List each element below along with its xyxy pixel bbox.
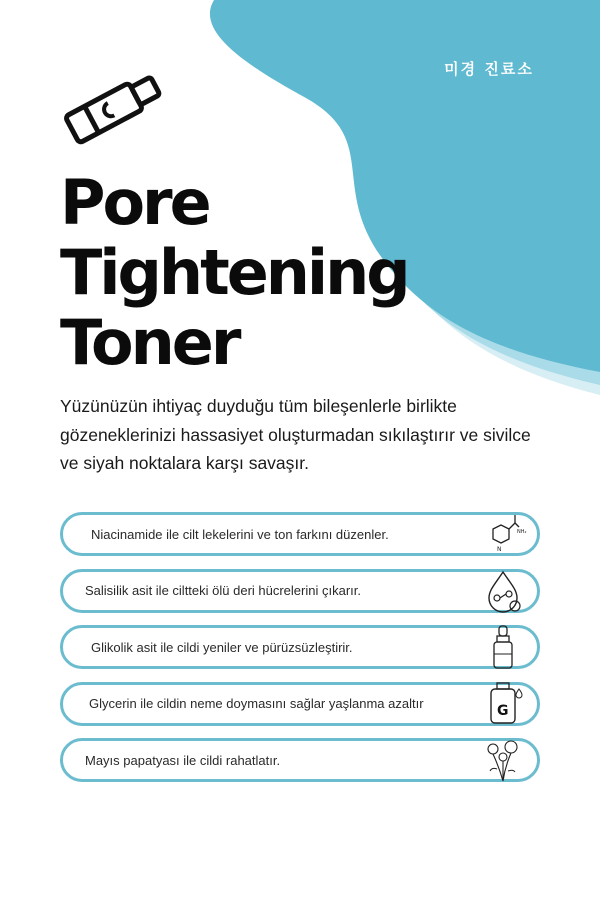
benefit-glycerin xyxy=(60,682,540,726)
product-description: Yüzünüzün ihtiyaç duyduğu tüm bileşenlerle birlikte gözeneklerinizi hassasiyet oluşturmadan sıkılaştırır ve sivilce ve siyah noktalara karşı savaşır. xyxy=(60,396,531,473)
benefit-text: Glycerin ile cildin neme doymasını sağlar yaşlanma azaltır xyxy=(89,696,424,711)
niacinamide-molecule-icon xyxy=(481,511,527,557)
glycerin-bottle-icon xyxy=(481,681,527,727)
title-line-3: Toner xyxy=(60,306,239,379)
benefit-text: Mayıs papatyası ile cildi rahatlatır. xyxy=(85,752,281,768)
acid-droplet-icon xyxy=(481,568,527,614)
toner-bottle-icon xyxy=(58,64,173,149)
benefit-niacinamide xyxy=(60,512,540,556)
svg-text:G: G xyxy=(497,702,509,719)
brand-name: 미경 진료소 xyxy=(444,60,534,78)
benefit-text: Niacinamide ile cilt lekelerini ve ton farkını düzenler. xyxy=(91,526,389,542)
benefit-chamomile xyxy=(60,738,540,782)
title-line-2: Tightening xyxy=(60,236,408,309)
benefit-glycolic-acid xyxy=(60,625,540,669)
product-title xyxy=(60,168,580,378)
benefits-list xyxy=(60,512,540,795)
benefit-text: Glikolik asit ile cildi yeniler ve pürüzsüzleştirir. xyxy=(91,639,353,655)
title-line-1: Pore xyxy=(60,166,209,239)
benefit-text: Salisilik asit ile ciltteki ölü deri hücrelerini çıkarır. xyxy=(85,583,361,598)
dropper-bottle-icon xyxy=(481,624,527,670)
svg-text:N: N xyxy=(497,546,502,553)
benefit-salicylic-acid xyxy=(60,569,540,613)
chamomile-flower-icon xyxy=(481,737,527,783)
svg-text:NH₂: NH₂ xyxy=(517,529,527,535)
